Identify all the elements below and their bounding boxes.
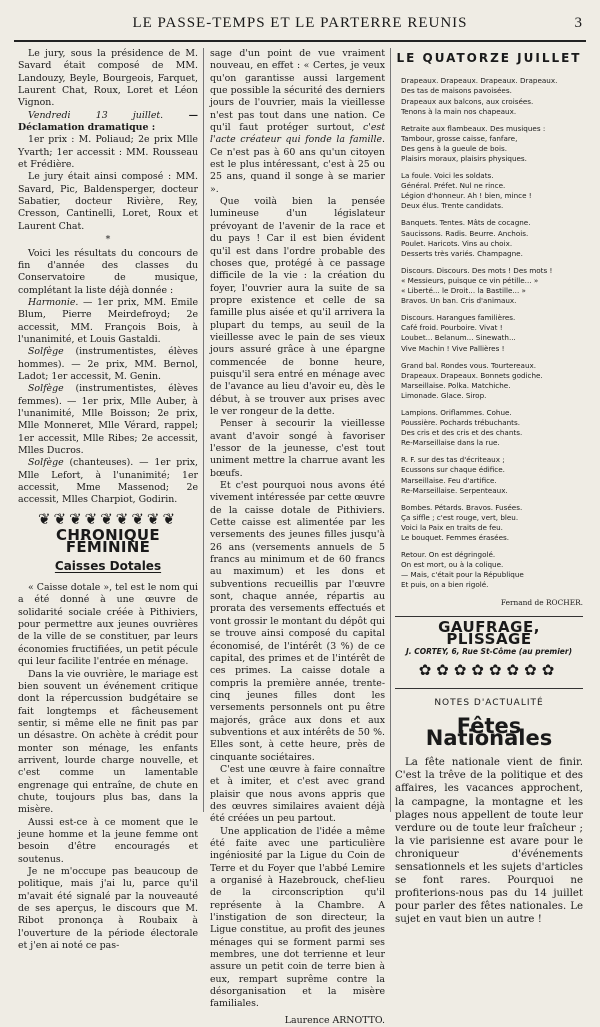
solfege-hommes-results xyxy=(18,346,198,383)
poem-line: Marseillaise. Polka. Matchiche. xyxy=(401,380,511,390)
poem-line: Général. Préfet. Nul ne rince. xyxy=(401,181,506,191)
conservatoire-intro: Voici les résultats du concours de fin d'année des classes du Conservatoire de musique, complétant la liste déjà donnée : xyxy=(18,247,198,296)
solfege-label: Solfège xyxy=(28,457,64,469)
poem-stanza xyxy=(401,266,583,306)
poem-line: Vive Machin ! Vive Pallières ! xyxy=(401,343,505,353)
chronique-paragraph: Je ne m'occupe pas beaucoup de politique, mais j'ai lu, parce qu'il m'avait été signalé par la nouveauté de ses aperçus, le discours que M. Ribot prononça à Roubaix à l'ouverture de la période électorale et j'en ai noté ce pas- xyxy=(18,866,198,952)
poem-stanza xyxy=(401,550,583,590)
poem-line: Café froid. Pourboire. Vivat ! xyxy=(401,323,503,333)
harmonie-results xyxy=(18,297,198,346)
column-rule-left xyxy=(203,48,204,812)
ad-title: GAUFRAGE, PLISSAGE xyxy=(438,617,540,649)
declamation-results: 1er prix : M. Poliaud; 2e prix Mlle Yvarth; 1er accessit : MM. Rousseau et Frédière. xyxy=(18,134,198,171)
chronique-paragraph: Penser à secourir la vieillesse avant d'avoir songé à favoriser l'essor de la jeunesse, c'est tout uniment mettre la charrue avant les bœufs. xyxy=(210,418,385,479)
poem-line: Limonade. Glace. Sirop. xyxy=(401,390,487,400)
poem-line: Retraite aux flambeaux. Des musiques : xyxy=(401,123,546,133)
chronique-paragraph: Dans la vie ouvrière, le mariage est bien souvent un événement critique dont la répercussion budgétaire se fait longtemps et fâcheusement sentir, si même elle ne finit pas par un désastre. On achète à crédit pour monter son ménage, les enfants arrivent, lourde charge nouvelle, et c'est comme un lamentable engrenage qui entraîne, de chute en chute, toujours plus bas, dans la misère. xyxy=(18,668,198,816)
advertisement xyxy=(395,616,583,689)
poem-line: Retour. On est dégringolé. xyxy=(401,550,496,560)
chronique-paragraph: C'est une œuvre à faire connaître et à imiter, et c'est avec grand plaisir que nous avons appris que des œuvres similaires avaient déjà été créées un peu partout. xyxy=(210,763,385,825)
poem-stanza xyxy=(401,503,583,543)
poem-line: Discours. Discours. Des mots ! Des mots ! xyxy=(401,265,553,275)
poem-line: Drapeaux. Drapeaux. Bonnets godiche. xyxy=(401,370,543,380)
poem-line: Poulet. Haricots. Vins au choix. xyxy=(401,238,513,248)
jury-paragraph: Le jury, sous la présidence de M. Savard était composé de MM. Landouzy, Beyle, Bourgeois, Farquet, Laurent Chat, Roux, Loret et Léon Vignon. xyxy=(18,48,198,109)
solfege-femmes-results xyxy=(18,383,198,457)
solfege-label: Solfège xyxy=(28,383,64,395)
separator-star: * xyxy=(105,234,111,246)
poem-line: Le bouquet. Femmes érasées. xyxy=(401,533,510,542)
poem-line: Légion d'honneur. Ah ! bien, mince ! xyxy=(401,191,532,201)
caisses-dotales-heading xyxy=(18,560,198,572)
poem-line: Drapeaux. Drapeaux. Drapeaux. Drapeaux. xyxy=(401,76,558,86)
poem-line: — Mais, c'était pour la République xyxy=(401,570,524,580)
poem-line: On est mort, ou à la colique. xyxy=(401,560,504,570)
poem-stanza xyxy=(401,171,583,211)
poem xyxy=(395,76,583,590)
poem-line: Discours. Harangues familières. xyxy=(401,313,516,323)
column-2 xyxy=(210,48,385,1026)
fetes-paragraph: La fête nationale vient de finir. C'est la trêve de la politique et des affaires, les vacances approchent, la campagne, la montagne et les plages nous appellent de toute leur verdure ou de toute leur fraîcheur ; la vie parisienne est avare pour le chroniqueur d'événements sensationnels et les sujets d'articles se font rares. Pourquoi ne profiterions-nous pas du 14 juillet pour parler des fêtes nationales. Le sujet en vaut bien un autre ! xyxy=(395,757,583,926)
poem-line: Plaisirs moraux, plaisirs physiques. xyxy=(401,154,527,163)
column-rule-right xyxy=(390,48,391,812)
poem-line: « Liberté... le Droit... la Bastille... » xyxy=(401,286,526,296)
poem-title: LE QUATORZE JUILLET xyxy=(396,51,582,65)
poem-line: Et puis, on a bien rigolé. xyxy=(401,580,489,590)
poem-line: Deux élus. Trente candidats. xyxy=(401,201,504,211)
solfege-label: Solfège xyxy=(28,346,64,358)
poem-line: Voici la Paix en traits de feu. xyxy=(401,522,503,532)
column-1 xyxy=(18,48,198,952)
chronique-continued xyxy=(210,48,385,196)
poem-line: Grand bal. Rondes vous. Tourtereaux. xyxy=(401,360,537,370)
poem-line: Saucissons. Radis. Beurre. Anchois. xyxy=(401,228,529,238)
poem-line: Re-Marseillaise dans la rue. xyxy=(401,438,500,448)
chronique-paragraph: Que voilà bien la pensée lumineuse d'un législateur prévoyant de l'avenir de la race et du pays ! Car il est bien évident qu'il est dans l'ordre probable des choses que, protégé à ce passage difficile de la vie : la création du foyer, l'ouvrier aura la suite de sa propre existence et celle de sa famille plus aisée et qu'il arrivera la plupart du temps, au seuil de la vieillesse avec le pain de ses vieux jours assuré grâce à une épargne commencée de bonne heure, puisqu'il sera entré en ménage avec de l'avance au lieu d'avoir eu, dès le début, à se trouver aux prises avec le ver rongeur de la dette. xyxy=(210,196,385,417)
poem-stanza xyxy=(401,361,583,401)
poem-line: R. F. sur des tas d'écriteaux ; xyxy=(401,455,505,465)
chronique-paragraph: « Caisse dotale », tel est le nom qui a été donné à une œuvre de solidarité sociale créée à Pithiviers, pour permettre aux jeunes ouvrières de la ville de se constituer, par leurs économies fructifiées, un petit pécule qui leur facilite l'entrée en ménage. xyxy=(18,582,198,668)
harmonie-label: Harmonie. xyxy=(28,296,79,308)
quote-emphasis: c'est l'acte créateur qui fonde la famille. xyxy=(210,122,385,146)
poem-stanza xyxy=(401,124,583,164)
poem-line: Tambour, grosse caisse, fanfare, xyxy=(401,133,518,143)
column-3 xyxy=(395,48,583,926)
poem-line: Bravos. Un ban. Cris d'animaux. xyxy=(401,296,517,306)
poem-line: Lampions. Oriflammes. Cohue. xyxy=(401,407,512,417)
harmonie-text: — 1er prix, MM. Emile Blum, Pierre Meirdefroyd; 2e accessit, MM. François Bois, à l'unanimité, et Louis Gastaldi. xyxy=(18,296,198,345)
poem-line: Bombes. Pétards. Bravos. Fusées. xyxy=(401,502,523,512)
poem-line: Banquets. Tentes. Mâts de cocagne. xyxy=(401,218,531,228)
chronique-paragraph: Et c'est pourquoi nous avons été vivement intéressée par cette œuvre de la caisse dotale de Pithiviers. Cette caisse est alimentée par les versements des jeunes filles jusqu'à 26 ans (versements annuels de 5 francs au minimum et de 60 francs au maximum) et les dons et subventions recueillis par l'œuvre sont, chaque année, répartis au prorata des versements effectués et vont grossir le montant du dépôt qui se trouve ainsi composé du capital économisé, de l'intérêt (3 %) de ce capital, des primes et de l'intérêt de ces primes. La caisse dotale a compris la première année, trente-cinq jeunes filles dont les versements personnels ont pu être majorés, grâce aux dons et aux subventions et aux intérêts de 50 %. Elles sont, à cette heure, près de cinquante sociétaires. xyxy=(210,480,385,763)
poem-line: Tenons à la main nos chapeaux. xyxy=(401,106,517,116)
poem-line: Poussière. Pochards trébuchants. xyxy=(401,418,521,428)
ornament-row: ❦❦❦❦❦❦❦❦❦ xyxy=(37,509,179,528)
page-header xyxy=(14,10,586,42)
poem-line: « Messieurs, puisque ce vin pétille... » xyxy=(401,275,539,285)
chronique-title: CHRONIQUE FÉMININE xyxy=(56,526,160,557)
poem-line: Des cris et des cris et des chants. xyxy=(401,428,523,438)
date-label: Vendredi 13 juillet. xyxy=(28,109,164,121)
solfege-hommes-text: (instrumentistes, élèves hommes). — 2e prix, MM. Bernol, Ladot; 1er accessit, M. Genin. xyxy=(18,346,198,382)
flower-ornaments: ✿✿✿✿✿✿✿✿ xyxy=(418,660,560,679)
poem-line: Marseillaise. Feu d'artifice. xyxy=(401,475,497,485)
poem-line: Des tas de maisons pavoisées. xyxy=(401,86,512,96)
poem-stanza xyxy=(401,218,583,258)
poem-line: Des gens à la gueule de bois. xyxy=(401,143,507,153)
poem-stanza xyxy=(401,455,583,495)
poem-line: La foule. Voici les soldats. xyxy=(401,171,494,181)
notes-actualite-heading: NOTES D'ACTUALITÉ xyxy=(434,698,544,709)
poem-line: Ça siffle ; c'est rouge, vert, bleu. xyxy=(401,512,519,522)
author-signature: Laurence ARNOTTO. xyxy=(284,1014,385,1026)
poem-line: Desserts très variés. Champagne. xyxy=(401,248,523,258)
poem-stanza xyxy=(401,408,583,448)
fetes-nationales-title: Fêtes Nationales xyxy=(425,713,553,750)
newspaper-title: LE PASSE-TEMPS ET LE PARTERRE REUNIS xyxy=(132,15,468,31)
poem-line: Re-Marseillaise. Serpenteaux. xyxy=(401,485,508,495)
chronique-paragraph: Aussi est-ce à ce moment que le jeune homme et la jeune femme ont besoin d'être encouragés et soutenus. xyxy=(18,816,198,865)
poem-line: Loubet... Belanum... Sinewath... xyxy=(401,333,516,343)
page-number: 3 xyxy=(574,15,582,31)
jury-composition: Le jury était ainsi composé : MM. Savard, Pic, Baldensperger, docteur Sabatier, docteur Rivière, Rey, Cresson, Cantinelli, Loret, Roux et Laurent Chat. xyxy=(18,171,198,232)
quote-end: Ce n'est pas à 60 ans qu'un citoyen est le plus intéressant, c'est à 25 ou 25 ans, quand il songe à se marier ». xyxy=(210,146,385,195)
chronique-paragraph: Une application de l'idée a même été faite avec une particulière ingéniosité par la Ligue du Coin de Terre et du Foyer que l'abbé Lemire a organisé à Hazebrouck, chef-lieu de la circonscription qu'il représente à la Chambre. A l'instigation de son directeur, la Ligue constitue, au profit des jeunes ménages qui se forment parmi ses membres, une dot terrienne et leur assure un petit coin de terre bien à eux, rempart suprême contre la désorganisation et la misère familiales. xyxy=(210,825,385,1010)
solfege-chanteuses-text: (chanteuses). — 1er prix, Mlle Lefort, à l'unanimité; 1er accessit, Mme Massenod; 2e accessit, Mlles Charpiot, Godirin. xyxy=(18,457,198,506)
caisses-dotales-label: Caisses Dotales xyxy=(54,558,162,573)
poem-stanza xyxy=(401,76,583,116)
declamation-heading xyxy=(18,110,198,135)
ad-address: J. CORTEY, 6, Rue St-Côme (au premier) xyxy=(406,646,572,656)
declamation-label: — Déclamation dramatique : xyxy=(18,109,198,134)
poem-stanza xyxy=(401,313,583,353)
quote-text: sage d'un point de vue vraiment nouveau, en effet : « Certes, je veux qu'on garantisse aussi largement que possible la sécurité des derniers jours de l'ouvrier, mais la vieillesse n'est pas tout dans une nation. Ce qu'il faut protéger surtout, xyxy=(210,48,385,134)
solfege-chanteuses-results xyxy=(18,457,198,506)
solfege-femmes-text: (instrumentistes, élèves femmes). — 1er prix, Mlle Auber, à l'unanimité, Mlle Boisson; 2e prix, Mlle Monneret, Mlle Vérard, rappel; 1er accessit, Mlle Ribes; 2e accessit, Mlles Ducros. xyxy=(18,383,198,456)
poem-signature: Fernand de ROCHER. xyxy=(500,598,583,608)
poem-line: Drapeaux aux balcons, aux croisées. xyxy=(401,96,534,106)
poem-line: Ecussons sur chaque édifice. xyxy=(401,465,505,475)
